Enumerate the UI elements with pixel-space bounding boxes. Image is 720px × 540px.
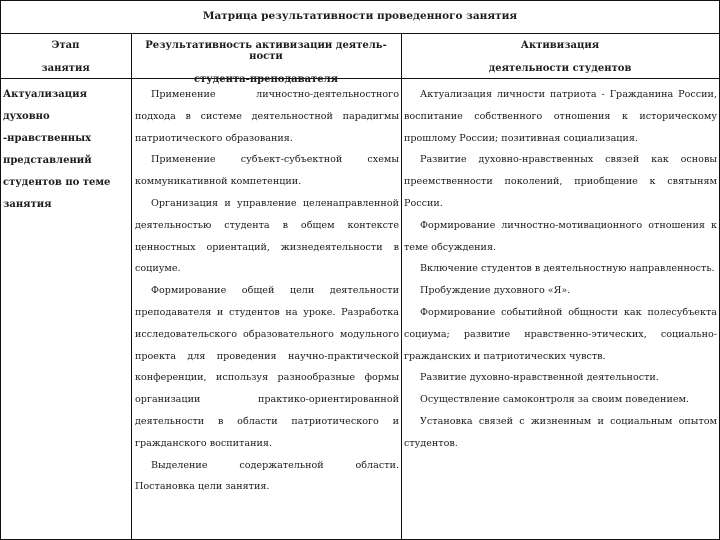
effectiveness-paragraph: Формирование общей цели деятельности преподавателя и студентов на уроке. Разработка исследовательского образовательного модульного проекта для проведения научно-практической конференции, используя разнообразные формы организации практико-ориентированной деятельности в области патриотического и гражданского воспитания.	[135, 285, 399, 449]
stage-line: -нравственных	[3, 133, 92, 144]
header-activation-line2: деятельности студентов	[488, 63, 632, 74]
effectiveness-paragraph: Применение субъект-субъектной схемы коммуникативной компетенции.	[135, 154, 399, 188]
effectiveness-paragraph: Выделение содержательной области. Постановка цели занятия.	[135, 459, 399, 493]
header-effectiveness-line2: студента-преподавателя	[193, 74, 339, 85]
header-stage-line2: занятия	[41, 63, 90, 74]
header-activation	[401, 40, 719, 74]
activation-paragraph: Формирование событийной общности как полесубъекта социума; развитие нравственно-этических, социально-гражданских и патриотических чувств.	[404, 306, 717, 362]
stage-line: Актуализация духовно	[3, 89, 87, 122]
activation-paragraph: Осуществление самоконтроля за своим поведением.	[420, 394, 690, 406]
header-stage	[0, 40, 131, 74]
header-activation-line1: Активизация	[520, 40, 600, 51]
header-effectiveness	[131, 40, 401, 85]
effectiveness-paragraph: Применение личностно-деятельностного подхода в системе деятельностной парадигмы патриотического образования.	[135, 89, 399, 144]
activation-paragraph: Развитие духовно-нравственных связей как основы преемственности поколений, приобщение к святыням России.	[404, 154, 717, 209]
effectiveness-cell	[135, 84, 399, 498]
activation-paragraph: Развитие духовно-нравственной деятельности.	[420, 372, 659, 384]
activation-paragraph: Актуализация личности патриота - Гражданина России, воспитание собственного отношения к историческому прошлому России; позитивная социализация.	[404, 89, 717, 144]
column-divider-2	[401, 33, 402, 540]
table-title: Матрица результативности проведенного занятия	[202, 10, 518, 22]
activation-paragraph: Установка связей с жизненным и социальным опытом студентов.	[404, 415, 717, 449]
activation-paragraph: Пробуждение духовного «Я».	[420, 285, 571, 297]
header-stage-line1: Этап	[51, 40, 80, 51]
column-divider-1	[131, 33, 132, 540]
stage-line: представлений	[3, 155, 92, 166]
stage-line: студентов по теме	[3, 177, 111, 188]
activation-paragraph: Формирование личностно-мотивационного отношения к теме обсуждения.	[404, 219, 717, 253]
header-effectiveness-line1: Результативность активизации деятель-ности	[145, 40, 387, 62]
effectiveness-paragraph: Организация и управление целенаправленной деятельностью студента в общем контексте ценностных ориентаций, жизнедеятельности в социуме.	[135, 197, 399, 275]
stage-cell	[3, 84, 129, 216]
table-border-left	[0, 0, 1, 540]
activation-cell	[404, 84, 717, 455]
table-title-divider	[0, 33, 720, 34]
table-border-top	[0, 0, 720, 1]
stage-line: занятия	[3, 199, 52, 210]
activation-paragraph: Включение студентов в деятельностную направленность.	[420, 263, 715, 275]
